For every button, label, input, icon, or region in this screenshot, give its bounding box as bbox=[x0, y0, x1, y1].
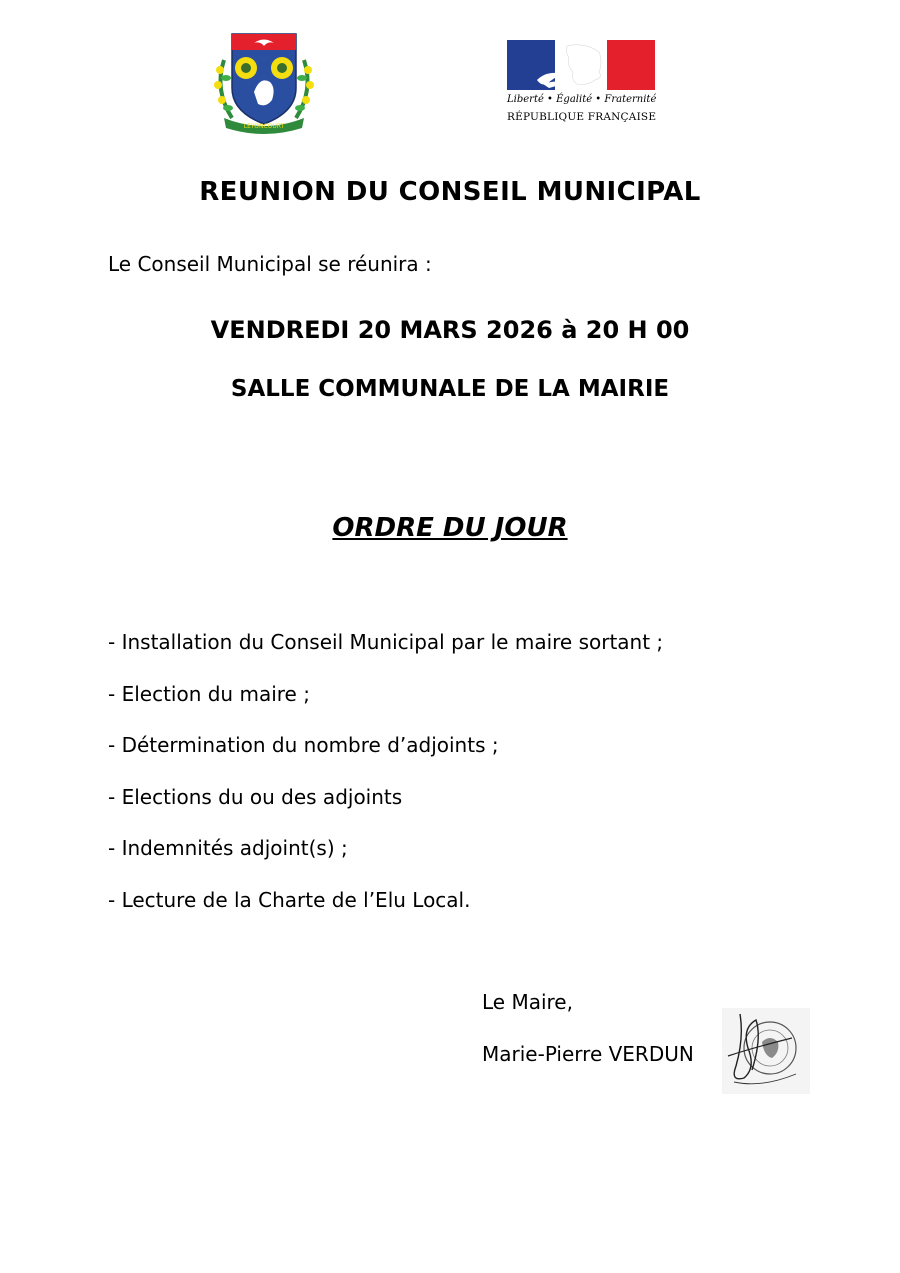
municipal-coat-of-arms-logo bbox=[210, 30, 318, 136]
agenda-item: - Indemnités adjoint(s) ; bbox=[108, 836, 348, 860]
agenda-item: - Elections du ou des adjoints bbox=[108, 785, 403, 809]
republic-name: RÉPUBLIQUE FRANÇAISE bbox=[507, 111, 657, 123]
agenda-item: - Election du maire ; bbox=[108, 682, 310, 706]
svg-text:LEYONCOURT: LEYONCOURT bbox=[243, 123, 285, 130]
page-title: REUNION DU CONSEIL MUNICIPAL bbox=[199, 177, 701, 207]
agenda-item: - Installation du Conseil Municipal par le maire sortant ; bbox=[108, 630, 664, 654]
agenda-title: ORDRE DU JOUR bbox=[332, 513, 568, 543]
republic-motto: Liberté • Égalité • Fraternité bbox=[507, 94, 657, 105]
meeting-date: VENDREDI 20 MARS 2026 à 20 H 00 bbox=[210, 316, 690, 344]
intro-text: Le Conseil Municipal se réunira : bbox=[108, 252, 432, 276]
closing-salutation: Le Maire, bbox=[482, 990, 573, 1014]
signature-stamp bbox=[722, 1008, 810, 1094]
meeting-venue: SALLE COMMUNALE DE LA MAIRIE bbox=[230, 376, 670, 402]
signer-name: Marie-Pierre VERDUN bbox=[482, 1042, 694, 1066]
agenda-item: - Lecture de la Charte de l’Elu Local. bbox=[108, 888, 471, 912]
agenda-item: - Détermination du nombre d’adjoints ; bbox=[108, 733, 499, 757]
